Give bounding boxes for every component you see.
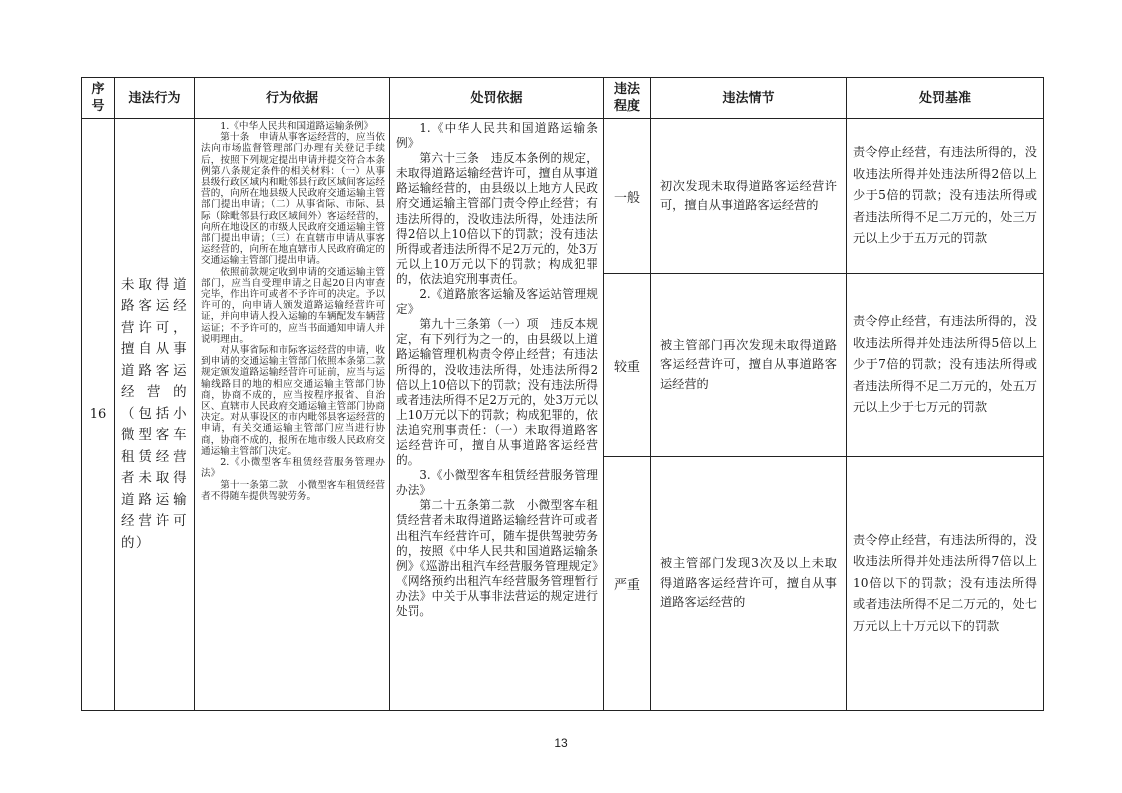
basis-paragraph: 依照前款规定收到申请的交通运输主管部门，应当自受理申请之日起20日内审查完毕，作出许可或者不予许可的决定。予以许可的，向申请人颁发道路运输经营许可证，并向申请人投入运输的车辆配发车辆营运证；不予许可的，应当书面通知申请人并说明理由。	[201, 266, 385, 345]
row-seq: 16	[82, 119, 115, 711]
degree-general: 一般	[604, 119, 651, 274]
standard-general: 责令停止经营，有违法所得的，没收违法所得并处违法所得2倍以上少于5倍的罚款；没有违法所得或者违法所得不足二万元的，处三万元以上少于五万元的罚款	[847, 119, 1044, 274]
penalty-paragraph: 第二十五条第二款 小微型客车租赁经营者未取得道路运输经营许可或者出租汽车经营许可，随车提供驾驶劳务的，按照《中华人民共和国道路运输条例》《巡游出租汽车经营服务管理规定》《网络预约出租汽车经营服务管理暂行办法》中关于从事非法营运的规定进行处罚。	[396, 498, 598, 618]
violation-cell: 未取得道路客运经营许可，擅自从事道路客运经营的（包括小微型客车租赁经营者未取得道路运输经营许可的）	[115, 119, 195, 711]
table-row	[82, 119, 1044, 274]
header-circumstance: 违法情节	[651, 78, 847, 119]
penalty-paragraph: 第六十三条 违反本条例的规定，未取得道路运输经营许可，擅自从事道路运输经营的，由县级以上地方人民政府交通运输主管部门责令停止经营；有违法所得的，没收违法所得，处违法所得2倍以上10倍以下的罚款；没有违法所得或者违法所得不足2万元的，处3万元以上10万元以下的罚款；构成犯罪的，依法追究刑事责任。	[396, 151, 598, 286]
header-basis: 行为依据	[195, 78, 390, 119]
standard-serious: 责令停止经营，有违法所得的，没收违法所得并处违法所得5倍以上少于7倍的罚款；没有违法所得或者违法所得不足二万元的，处五万元以上少于七万元的罚款	[847, 274, 1044, 457]
circumstance-serious: 被主管部门再次发现未取得道路客运经营许可，擅自从事道路客运经营的	[651, 274, 847, 457]
circumstance-severe: 被主管部门发现3次及以上未取得道路客运经营许可，擅自从事道路客运经营的	[651, 457, 847, 711]
basis-paragraph: 1.《中华人民共和国道路运输条例》	[220, 121, 374, 132]
degree-severe: 严重	[604, 457, 651, 711]
header-standard: 处罚基准	[847, 78, 1044, 119]
basis-paragraph: 第十一条第二款 小微型客车租赁经营者不得随车提供驾驶劳务。	[201, 479, 385, 502]
header-seq: 序 号	[82, 78, 115, 119]
page-number: 13	[554, 736, 568, 750]
basis-paragraph: 2.《小微型客车租赁经营服务管理办法》	[201, 457, 385, 480]
standard-severe: 责令停止经营，有违法所得的，没收违法所得并处违法所得7倍以上10倍以下的罚款；没有违法所得或者违法所得不足二万元的，处七万元以上十万元以下的罚款	[847, 457, 1044, 711]
header-row	[82, 78, 1044, 119]
penalty-paragraph: 第九十三条第（一）项 违反本规定，有下列行为之一的，由县级以上道路运输管理机构责令停止经营；有违法所得的，没收违法所得，处违法所得2倍以上10倍以下的罚款；没有违法所得或者违法所得不足2万元的，处3万元以上10万元以下的罚款；构成犯罪的，依法追究刑事责任：（一）未取得道路客运经营许可，擅自从事道路客运经营的。	[396, 317, 598, 468]
basis-paragraph: 对从事省际和市际客运经营的申请，收到申请的交通运输主管部门依照本条第二款规定颁发道路运输经营许可证前，应当与运输线路目的地的相应交通运输主管部门协商，协商不成的，应当按程序报省、自治区、直辖市人民政府交通运输主管部门协商决定。对从事设区的市内毗邻县客运经营的申请，有关交通运输主管部门应当进行协商，协商不成的，报所在地市级人民政府交通运输主管部门决定。	[201, 345, 385, 457]
penalty-table	[81, 77, 1044, 711]
basis-cell	[195, 119, 390, 711]
header-penalty-basis: 处罚依据	[390, 78, 604, 119]
header-degree: 违法 程度	[604, 78, 651, 119]
penalty-basis-cell	[390, 119, 604, 711]
degree-serious: 较重	[604, 274, 651, 457]
circumstance-general: 初次发现未取得道路客运经营许可，擅自从事道路客运经营的	[651, 119, 847, 274]
penalty-paragraph: 3.《小微型客车租赁经营服务管理办法》	[396, 468, 598, 498]
basis-paragraph: 第十条 申请从事客运经营的，应当依法向市场监督管理部门办理有关登记手续后，按照下列规定提出申请并提交符合本条例第八条规定条件的相关材料：（一）从事县级行政区域内和毗邻县行政区域间客运经营的，向所在地县级人民政府交通运输主管部门提出申请；（二）从事省际、市际、县际（除毗邻县行政区域间外）客运经营的，向所在地设区的市级人民政府交通运输主管部门提出申请；（三）在直辖市申请从事客运经营的，向所在地直辖市人民政府确定的交通运输主管部门提出申请。	[201, 132, 385, 267]
penalty-paragraph: 2.《道路旅客运输及客运站管理规定》	[396, 287, 598, 317]
header-violation: 违法行为	[115, 78, 195, 119]
penalty-paragraph: 1.《中华人民共和国道路运输条例》	[396, 121, 598, 151]
